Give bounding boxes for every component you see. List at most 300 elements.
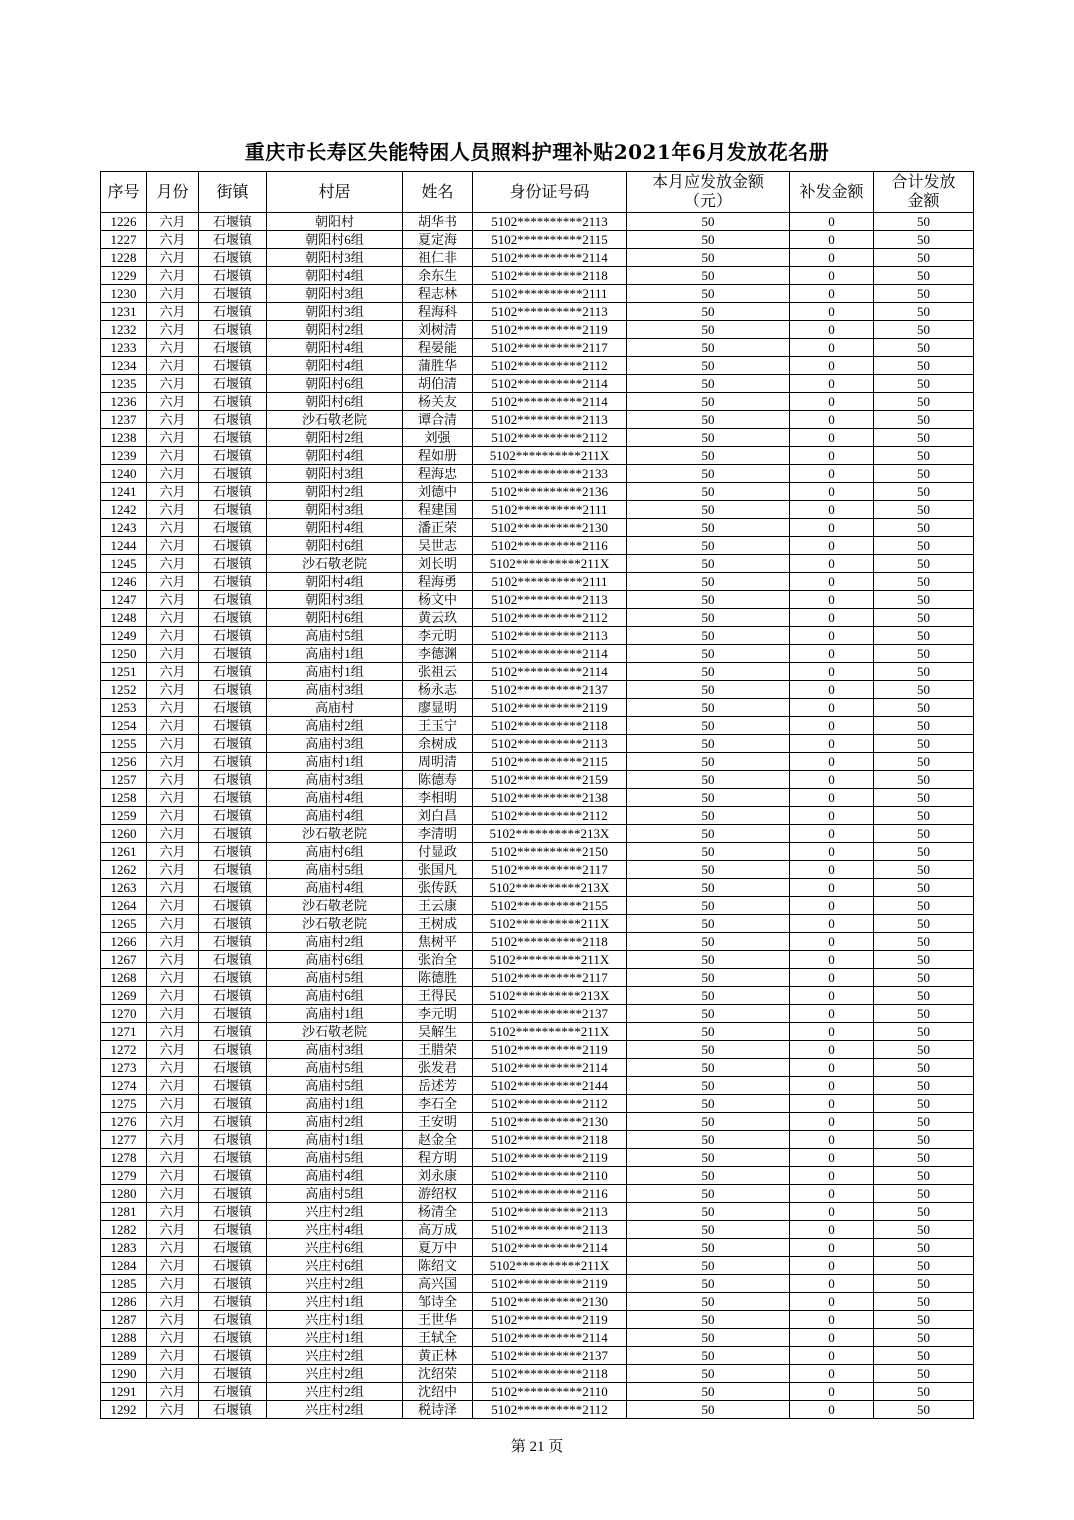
cell-amount: 50	[627, 591, 790, 609]
cell-month: 六月	[147, 609, 199, 627]
cell-seq: 1288	[101, 1329, 147, 1347]
cell-town: 石堰镇	[199, 465, 267, 483]
cell-name: 沈绍荣	[403, 1365, 473, 1383]
cell-village: 高庙村5组	[267, 969, 403, 987]
cell-town: 石堰镇	[199, 537, 267, 555]
cell-seq: 1270	[101, 1005, 147, 1023]
cell-month: 六月	[147, 1311, 199, 1329]
cell-amount: 50	[627, 1257, 790, 1275]
table-row	[101, 1239, 974, 1257]
cell-village: 朝阳村4组	[267, 573, 403, 591]
cell-supplement: 0	[790, 1095, 874, 1113]
cell-amount: 50	[627, 1293, 790, 1311]
cell-town: 石堰镇	[199, 1203, 267, 1221]
table-row	[101, 1167, 974, 1185]
cell-supplement: 0	[790, 1077, 874, 1095]
cell-month: 六月	[147, 411, 199, 429]
cell-month: 六月	[147, 1275, 199, 1293]
cell-amount: 50	[627, 1149, 790, 1167]
table-row	[101, 339, 974, 357]
cell-name: 祖仁非	[403, 249, 473, 267]
cell-total: 50	[874, 1311, 974, 1329]
cell-month: 六月	[147, 375, 199, 393]
cell-village: 高庙村3组	[267, 681, 403, 699]
cell-town: 石堰镇	[199, 807, 267, 825]
cell-town: 石堰镇	[199, 717, 267, 735]
cell-town: 石堰镇	[199, 1257, 267, 1275]
cell-id: 5102**********2110	[473, 1167, 627, 1185]
cell-id: 5102**********2112	[473, 609, 627, 627]
cell-seq: 1244	[101, 537, 147, 555]
cell-supplement: 0	[790, 411, 874, 429]
cell-town: 石堰镇	[199, 789, 267, 807]
cell-amount: 50	[627, 879, 790, 897]
cell-total: 50	[874, 1239, 974, 1257]
table-body	[101, 213, 974, 1419]
cell-amount: 50	[627, 699, 790, 717]
cell-total: 50	[874, 375, 974, 393]
cell-seq: 1279	[101, 1167, 147, 1185]
cell-name: 周明清	[403, 753, 473, 771]
cell-village: 兴庄村2组	[267, 1383, 403, 1401]
cell-town: 石堰镇	[199, 1059, 267, 1077]
cell-town: 石堰镇	[199, 357, 267, 375]
cell-town: 石堰镇	[199, 267, 267, 285]
cell-village: 高庙村4组	[267, 1167, 403, 1185]
cell-supplement: 0	[790, 861, 874, 879]
cell-month: 六月	[147, 861, 199, 879]
cell-supplement: 0	[790, 1005, 874, 1023]
table-row	[101, 1023, 974, 1041]
cell-town: 石堰镇	[199, 519, 267, 537]
cell-total: 50	[874, 987, 974, 1005]
cell-total: 50	[874, 591, 974, 609]
cell-amount: 50	[627, 789, 790, 807]
cell-id: 5102**********2115	[473, 231, 627, 249]
cell-amount: 50	[627, 1203, 790, 1221]
cell-id: 5102**********2112	[473, 429, 627, 447]
cell-id: 5102**********2155	[473, 897, 627, 915]
table-row	[101, 1131, 974, 1149]
cell-id: 5102**********2117	[473, 969, 627, 987]
cell-total: 50	[874, 1005, 974, 1023]
cell-village: 高庙村1组	[267, 1095, 403, 1113]
cell-total: 50	[874, 1221, 974, 1239]
cell-id: 5102**********2114	[473, 1059, 627, 1077]
cell-name: 程海忠	[403, 465, 473, 483]
cell-supplement: 0	[790, 771, 874, 789]
cell-supplement: 0	[790, 843, 874, 861]
cell-seq: 1262	[101, 861, 147, 879]
cell-name: 李元明	[403, 1005, 473, 1023]
table-row	[101, 429, 974, 447]
cell-supplement: 0	[790, 501, 874, 519]
cell-name: 张国凡	[403, 861, 473, 879]
cell-amount: 50	[627, 627, 790, 645]
cell-month: 六月	[147, 1203, 199, 1221]
cell-amount: 50	[627, 609, 790, 627]
cell-town: 石堰镇	[199, 879, 267, 897]
cell-amount: 50	[627, 1113, 790, 1131]
cell-month: 六月	[147, 933, 199, 951]
cell-supplement: 0	[790, 1383, 874, 1401]
cell-amount: 50	[627, 249, 790, 267]
cell-id: 5102**********2118	[473, 1365, 627, 1383]
cell-total: 50	[874, 681, 974, 699]
table-row	[101, 285, 974, 303]
cell-supplement: 0	[790, 1185, 874, 1203]
cell-village: 朝阳村3组	[267, 285, 403, 303]
cell-town: 石堰镇	[199, 249, 267, 267]
cell-village: 沙石敬老院	[267, 915, 403, 933]
cell-name: 廖显明	[403, 699, 473, 717]
table-row	[101, 501, 974, 519]
cell-seq: 1234	[101, 357, 147, 375]
cell-seq: 1243	[101, 519, 147, 537]
cell-town: 石堰镇	[199, 213, 267, 231]
cell-id: 5102**********2119	[473, 1311, 627, 1329]
cell-month: 六月	[147, 1059, 199, 1077]
cell-id: 5102**********211X	[473, 951, 627, 969]
cell-village: 高庙村3组	[267, 735, 403, 753]
cell-town: 石堰镇	[199, 1275, 267, 1293]
cell-supplement: 0	[790, 1347, 874, 1365]
cell-month: 六月	[147, 213, 199, 231]
cell-total: 50	[874, 825, 974, 843]
cell-amount: 50	[627, 897, 790, 915]
cell-village: 朝阳村4组	[267, 339, 403, 357]
cell-town: 石堰镇	[199, 1329, 267, 1347]
cell-seq: 1239	[101, 447, 147, 465]
cell-month: 六月	[147, 267, 199, 285]
cell-total: 50	[874, 807, 974, 825]
cell-village: 沙石敬老院	[267, 555, 403, 573]
cell-seq: 1246	[101, 573, 147, 591]
cell-town: 石堰镇	[199, 1347, 267, 1365]
cell-village: 高庙村	[267, 699, 403, 717]
cell-town: 石堰镇	[199, 1185, 267, 1203]
cell-amount: 50	[627, 537, 790, 555]
cell-seq: 1286	[101, 1293, 147, 1311]
cell-seq: 1280	[101, 1185, 147, 1203]
cell-amount: 50	[627, 303, 790, 321]
cell-village: 兴庄村4组	[267, 1221, 403, 1239]
cell-town: 石堰镇	[199, 555, 267, 573]
cell-village: 朝阳村3组	[267, 465, 403, 483]
cell-month: 六月	[147, 1095, 199, 1113]
cell-seq: 1232	[101, 321, 147, 339]
cell-name: 程如册	[403, 447, 473, 465]
cell-id: 5102**********2113	[473, 411, 627, 429]
cell-name: 焦树平	[403, 933, 473, 951]
cell-supplement: 0	[790, 519, 874, 537]
cell-total: 50	[874, 861, 974, 879]
cell-town: 石堰镇	[199, 1077, 267, 1095]
cell-id: 5102**********2110	[473, 1383, 627, 1401]
cell-village: 高庙村3组	[267, 1041, 403, 1059]
cell-month: 六月	[147, 1239, 199, 1257]
cell-month: 六月	[147, 1329, 199, 1347]
cell-town: 石堰镇	[199, 1041, 267, 1059]
cell-village: 兴庄村2组	[267, 1365, 403, 1383]
cell-village: 朝阳村3组	[267, 303, 403, 321]
cell-supplement: 0	[790, 987, 874, 1005]
cell-total: 50	[874, 1383, 974, 1401]
cell-month: 六月	[147, 393, 199, 411]
cell-seq: 1269	[101, 987, 147, 1005]
cell-total: 50	[874, 519, 974, 537]
cell-seq: 1247	[101, 591, 147, 609]
cell-seq: 1271	[101, 1023, 147, 1041]
cell-total: 50	[874, 339, 974, 357]
cell-amount: 50	[627, 681, 790, 699]
table-row	[101, 753, 974, 771]
cell-seq: 1258	[101, 789, 147, 807]
cell-amount: 50	[627, 1095, 790, 1113]
table-row	[101, 591, 974, 609]
cell-seq: 1230	[101, 285, 147, 303]
cell-seq: 1228	[101, 249, 147, 267]
cell-name: 王云康	[403, 897, 473, 915]
cell-total: 50	[874, 1185, 974, 1203]
cell-id: 5102**********2119	[473, 1275, 627, 1293]
cell-month: 六月	[147, 969, 199, 987]
cell-supplement: 0	[790, 807, 874, 825]
page-title: 重庆市长寿区失能特困人员照料护理补贴2021年6月发放花名册	[244, 140, 830, 164]
table-row	[101, 1365, 974, 1383]
cell-id: 5102**********2116	[473, 537, 627, 555]
cell-total: 50	[874, 663, 974, 681]
cell-supplement: 0	[790, 591, 874, 609]
cell-month: 六月	[147, 717, 199, 735]
cell-name: 程建国	[403, 501, 473, 519]
table-row	[101, 249, 974, 267]
cell-town: 石堰镇	[199, 1401, 267, 1419]
cell-total: 50	[874, 483, 974, 501]
cell-seq: 1260	[101, 825, 147, 843]
cell-total: 50	[874, 1329, 974, 1347]
cell-name: 蒲胜华	[403, 357, 473, 375]
cell-amount: 50	[627, 1077, 790, 1095]
cell-id: 5102**********2144	[473, 1077, 627, 1095]
cell-town: 石堰镇	[199, 231, 267, 249]
cell-id: 5102**********2130	[473, 519, 627, 537]
cell-town: 石堰镇	[199, 933, 267, 951]
table-row	[101, 1185, 974, 1203]
cell-name: 张治全	[403, 951, 473, 969]
cell-amount: 50	[627, 375, 790, 393]
col-header-id: 身份证号码	[473, 172, 627, 213]
cell-id: 5102**********2111	[473, 285, 627, 303]
cell-seq: 1240	[101, 465, 147, 483]
cell-total: 50	[874, 1203, 974, 1221]
cell-name: 高万成	[403, 1221, 473, 1239]
cell-village: 高庙村5组	[267, 1185, 403, 1203]
cell-seq: 1256	[101, 753, 147, 771]
cell-seq: 1272	[101, 1041, 147, 1059]
cell-seq: 1249	[101, 627, 147, 645]
table-row	[101, 879, 974, 897]
cell-town: 石堰镇	[199, 1095, 267, 1113]
cell-seq: 1252	[101, 681, 147, 699]
cell-amount: 50	[627, 663, 790, 681]
cell-supplement: 0	[790, 699, 874, 717]
cell-total: 50	[874, 1095, 974, 1113]
cell-month: 六月	[147, 1293, 199, 1311]
cell-seq: 1237	[101, 411, 147, 429]
cell-village: 兴庄村1组	[267, 1311, 403, 1329]
cell-id: 5102**********2113	[473, 213, 627, 231]
cell-village: 高庙村2组	[267, 717, 403, 735]
cell-name: 王世华	[403, 1311, 473, 1329]
table-row	[101, 663, 974, 681]
cell-id: 5102**********2119	[473, 699, 627, 717]
cell-total: 50	[874, 1293, 974, 1311]
cell-id: 5102**********2114	[473, 249, 627, 267]
cell-total: 50	[874, 1257, 974, 1275]
cell-month: 六月	[147, 321, 199, 339]
cell-town: 石堰镇	[199, 303, 267, 321]
cell-amount: 50	[627, 429, 790, 447]
table-row	[101, 1005, 974, 1023]
cell-supplement: 0	[790, 663, 874, 681]
cell-total: 50	[874, 501, 974, 519]
cell-supplement: 0	[790, 735, 874, 753]
cell-village: 高庙村4组	[267, 879, 403, 897]
cell-month: 六月	[147, 1347, 199, 1365]
cell-amount: 50	[627, 1329, 790, 1347]
cell-id: 5102**********2130	[473, 1293, 627, 1311]
cell-village: 沙石敬老院	[267, 825, 403, 843]
cell-village: 高庙村1组	[267, 753, 403, 771]
cell-seq: 1283	[101, 1239, 147, 1257]
cell-name: 黄云玖	[403, 609, 473, 627]
cell-amount: 50	[627, 825, 790, 843]
cell-month: 六月	[147, 591, 199, 609]
cell-id: 5102**********2113	[473, 1221, 627, 1239]
cell-name: 吴解生	[403, 1023, 473, 1041]
cell-id: 5102**********2113	[473, 303, 627, 321]
cell-supplement: 0	[790, 555, 874, 573]
cell-id: 5102**********2112	[473, 1401, 627, 1419]
cell-id: 5102**********2118	[473, 267, 627, 285]
cell-total: 50	[874, 1113, 974, 1131]
table-row	[101, 321, 974, 339]
cell-seq: 1268	[101, 969, 147, 987]
cell-town: 石堰镇	[199, 969, 267, 987]
cell-town: 石堰镇	[199, 627, 267, 645]
table-row	[101, 375, 974, 393]
cell-id: 5102**********211X	[473, 447, 627, 465]
cell-name: 王玉宁	[403, 717, 473, 735]
cell-amount: 50	[627, 753, 790, 771]
cell-seq: 1276	[101, 1113, 147, 1131]
cell-village: 朝阳村4组	[267, 519, 403, 537]
cell-total: 50	[874, 249, 974, 267]
cell-village: 兴庄村2组	[267, 1401, 403, 1419]
cell-month: 六月	[147, 483, 199, 501]
cell-supplement: 0	[790, 1167, 874, 1185]
cell-name: 夏万中	[403, 1239, 473, 1257]
cell-month: 六月	[147, 897, 199, 915]
cell-name: 杨关友	[403, 393, 473, 411]
cell-id: 5102**********2137	[473, 681, 627, 699]
cell-month: 六月	[147, 447, 199, 465]
cell-id: 5102**********213X	[473, 879, 627, 897]
cell-supplement: 0	[790, 1365, 874, 1383]
cell-month: 六月	[147, 789, 199, 807]
cell-id: 5102**********2137	[473, 1005, 627, 1023]
cell-month: 六月	[147, 753, 199, 771]
cell-name: 刘强	[403, 429, 473, 447]
table-row	[101, 1401, 974, 1419]
cell-town: 石堰镇	[199, 591, 267, 609]
cell-seq: 1281	[101, 1203, 147, 1221]
cell-supplement: 0	[790, 1257, 874, 1275]
cell-village: 沙石敬老院	[267, 411, 403, 429]
cell-amount: 50	[627, 771, 790, 789]
table-row	[101, 735, 974, 753]
cell-month: 六月	[147, 735, 199, 753]
cell-total: 50	[874, 285, 974, 303]
cell-village: 沙石敬老院	[267, 897, 403, 915]
col-header-supplement: 补发金额	[790, 172, 874, 213]
cell-seq: 1255	[101, 735, 147, 753]
cell-amount: 50	[627, 339, 790, 357]
cell-total: 50	[874, 1059, 974, 1077]
cell-amount: 50	[627, 321, 790, 339]
cell-seq: 1261	[101, 843, 147, 861]
cell-name: 王轼全	[403, 1329, 473, 1347]
cell-amount: 50	[627, 285, 790, 303]
table-row	[101, 303, 974, 321]
cell-village: 兴庄村2组	[267, 1275, 403, 1293]
cell-total: 50	[874, 969, 974, 987]
cell-total: 50	[874, 303, 974, 321]
cell-name: 刘德中	[403, 483, 473, 501]
cell-total: 50	[874, 357, 974, 375]
cell-town: 石堰镇	[199, 735, 267, 753]
table-row	[101, 1095, 974, 1113]
cell-village: 高庙村6组	[267, 843, 403, 861]
cell-town: 石堰镇	[199, 573, 267, 591]
cell-village: 高庙村6组	[267, 987, 403, 1005]
cell-amount: 50	[627, 213, 790, 231]
cell-month: 六月	[147, 465, 199, 483]
table-row	[101, 573, 974, 591]
cell-supplement: 0	[790, 1131, 874, 1149]
cell-supplement: 0	[790, 429, 874, 447]
cell-amount: 50	[627, 465, 790, 483]
cell-village: 兴庄村6组	[267, 1239, 403, 1257]
cell-seq: 1263	[101, 879, 147, 897]
table-row	[101, 861, 974, 879]
table-row	[101, 483, 974, 501]
cell-total: 50	[874, 465, 974, 483]
cell-supplement: 0	[790, 483, 874, 501]
cell-village: 高庙村6组	[267, 951, 403, 969]
cell-amount: 50	[627, 717, 790, 735]
cell-name: 黄正林	[403, 1347, 473, 1365]
cell-name: 潘正荣	[403, 519, 473, 537]
cell-month: 六月	[147, 1167, 199, 1185]
cell-village: 朝阳村2组	[267, 429, 403, 447]
cell-total: 50	[874, 411, 974, 429]
cell-amount: 50	[627, 1239, 790, 1257]
cell-seq: 1257	[101, 771, 147, 789]
cell-amount: 50	[627, 1383, 790, 1401]
roster-table	[100, 171, 974, 1419]
